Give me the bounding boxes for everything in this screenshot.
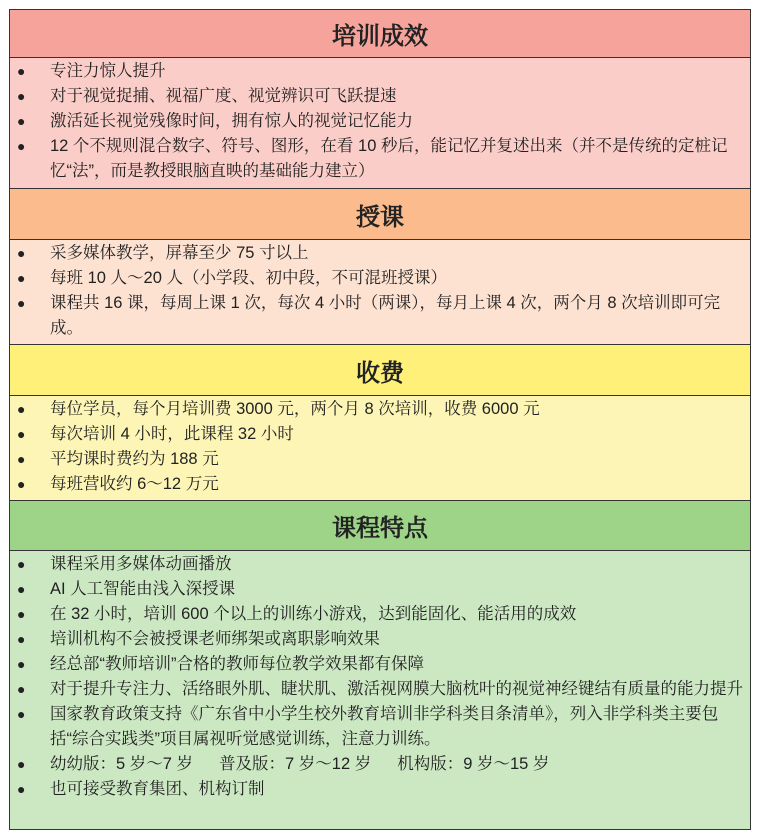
list-item: ● 每次培训 4 小时，此课程 32 小时 <box>10 422 744 447</box>
list-item: ● 培训机构不会被授课老师绑架或离职影响效果 <box>10 627 744 652</box>
list-item: ● 每位学员，每个月培训费 3000 元，两个月 8 次培训，收费 6000 元 <box>10 397 744 422</box>
info-table <box>9 9 751 830</box>
section-body-training-results <box>10 58 750 189</box>
bullet-icon: ● <box>17 88 26 104</box>
bullet-icon: ● <box>17 401 26 417</box>
age-kids: 幼幼版：5 岁～7 岁 <box>50 755 194 773</box>
bullet-icon: ● <box>17 706 26 722</box>
bullet-icon: ● <box>17 63 26 79</box>
list-item: ● 经总部“教师培训”合格的教师每位教学效果都有保障 <box>10 652 744 677</box>
list-item: ● 课程共 16 课，每周上课 1 次，每次 4 小时（两课），每月上课 4 次，两个月 8 次培训即可完成。 <box>10 291 744 341</box>
list-item: ● AI 人工智能由浅入深授课 <box>10 577 744 602</box>
list-item-ages <box>10 752 744 777</box>
list-item: ● 国家教育政策支持《广东省中小学生校外教育培训非学科类目条清单》，列入非学科类主要包括“综合实践类”项目属视听觉感觉训练，注意力训练。 <box>10 702 744 752</box>
section-body-fees <box>10 396 750 501</box>
list-item: ● 对于提升专注力、活络眼外肌、睫状肌、激活视网膜大脑枕叶的视觉神经键结有质量的能力提升 <box>10 677 744 702</box>
bullet-icon: ● <box>17 451 26 467</box>
section-header-fees: 收费 <box>10 345 750 396</box>
age-institution: 机构版：9 岁～15 岁 <box>397 755 550 773</box>
list-item: ● 专注力惊人提升 <box>10 59 744 84</box>
list-item: ● 平均课时费约为 188 元 <box>10 447 744 472</box>
bullet-icon: ● <box>17 426 26 442</box>
bullet-icon: ● <box>17 681 26 697</box>
bullet-icon: ● <box>17 781 26 797</box>
age-standard: 普及版：7 岁～12 岁 <box>219 755 372 773</box>
bullet-icon: ● <box>17 656 26 672</box>
section-header-teaching: 授课 <box>10 189 750 240</box>
bullet-icon: ● <box>17 270 26 286</box>
bullet-icon: ● <box>17 631 26 647</box>
bullet-icon: ● <box>17 138 26 154</box>
list-item: ● 每班营收约 6～12 万元 <box>10 472 744 497</box>
list-item: ● 课程采用多媒体动画播放 <box>10 552 744 577</box>
list-item: ● 激活延长视觉残像时间，拥有惊人的视觉记忆能力 <box>10 109 744 134</box>
section-header-course-features: 课程特点 <box>10 501 750 551</box>
bullet-icon: ● <box>17 556 26 572</box>
list-item: ● 对于视觉捉捕、视福广度、视觉辨识可飞跃提速 <box>10 84 744 109</box>
list-item: ● 每班 10 人～20 人（小学段、初中段，不可混班授课） <box>10 266 744 291</box>
bullet-icon: ● <box>17 295 26 311</box>
section-body-teaching <box>10 240 750 345</box>
bullet-icon: ● <box>17 756 26 772</box>
section-header-training-results: 培训成效 <box>10 10 750 58</box>
list-item: ● 采多媒体教学，屏幕至少 75 寸以上 <box>10 241 744 266</box>
section-body-course-features <box>10 551 750 829</box>
bullet-icon: ● <box>17 581 26 597</box>
bullet-icon: ● <box>17 113 26 129</box>
list-item: ● 12 个不规则混合数字、符号、图形，在看 10 秒后，能记忆并复述出来（并不是传统的定桩记忆“法”，而是教授眼脑直映的基础能力建立） <box>10 134 744 184</box>
bullet-icon: ● <box>17 606 26 622</box>
list-item: ● 也可接受教育集团、机构订制 <box>10 777 744 802</box>
bullet-icon: ● <box>17 476 26 492</box>
list-item: ● 在 32 小时，培训 600 个以上的训练小游戏，达到能固化、能活用的成效 <box>10 602 744 627</box>
bullet-icon: ● <box>17 245 26 261</box>
